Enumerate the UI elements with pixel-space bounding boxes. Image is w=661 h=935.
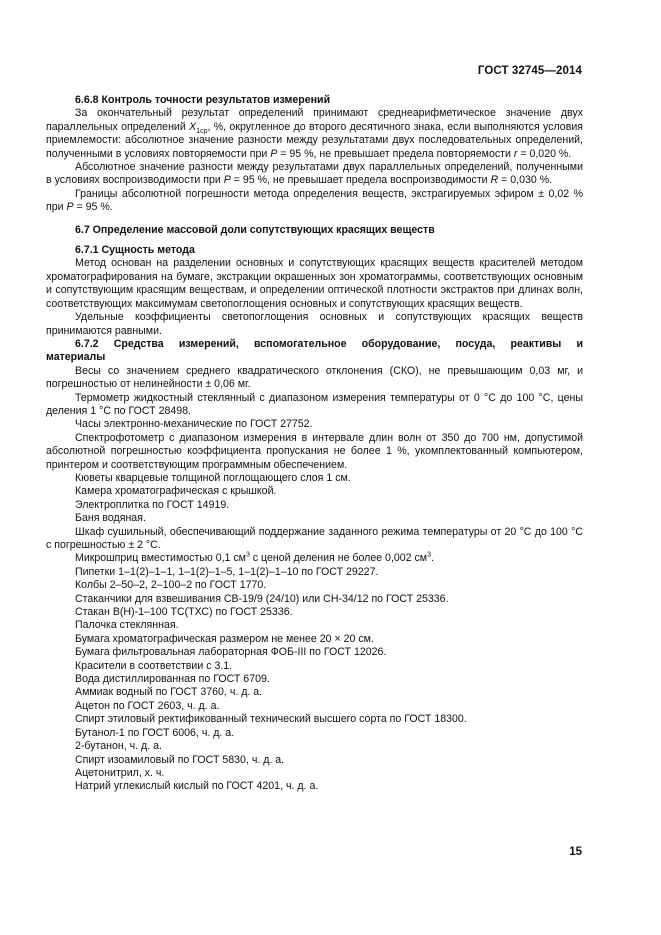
list-item: 2-бутанон, ч. д. а. xyxy=(75,740,162,753)
list-item: Бумага фильтровальная лабораторная ФОБ-III по ГОСТ 12026. xyxy=(75,646,387,659)
list-item: Вода дистиллированная по ГОСТ 6709. xyxy=(75,673,270,686)
paragraph: Метод основан на разделении основных и сопутствующих красящих веществ красителей методом хроматографирования на бумаге, экстракции окрашенных зон хроматограммы, соответствующих основным и сопутствующим красящим веществам, и определении оптической плотности экстрактов при длинах волн, соответствующих максимумам светопоглощения основных и сопутствующих красящих веществ. xyxy=(46,257,583,310)
list-item: Колбы 2–50–2, 2–100–2 по ГОСТ 1770. xyxy=(75,579,267,592)
list-item: Спирт этиловый ректификованный технический высшего сорта по ГОСТ 18300. xyxy=(75,713,467,726)
list-item: Аммиак водный по ГОСТ 3760, ч. д. а. xyxy=(75,686,263,699)
paragraph: Весы со значением среднего квадратического отклонения (СКО), не превышающим 0,03 мг, и погрешностью от нелинейности ± 0,06 мг. xyxy=(46,364,583,391)
section-6-7-2-title-cont: материалы xyxy=(46,351,106,364)
list-item: Ацетонитрил, х. ч. xyxy=(75,766,165,779)
section-6-7-2-title: 6.7.2 Средства измерений, вспомогательное оборудование, посуда, реактивы и xyxy=(75,337,583,350)
list-item: Натрий углекислый кислый по ГОСТ 4201, ч. д. а. xyxy=(75,780,319,793)
list-item: Палочка стеклянная. xyxy=(75,619,179,632)
page-content xyxy=(46,94,583,794)
paragraph: Абсолютное значение разности между результатами двух параллельных определений, полученными в условиях воспроизводимости при P = 95 %, не превышает предела воспроизводимости R = 0,030 %. xyxy=(46,161,583,187)
paragraph: Удельные коэффициенты светопоглощения основных и сопутствующих красящих веществ принимаются равными. xyxy=(46,311,583,337)
section-6-7-title: 6.7 Определение массовой доли сопутствующих красящих веществ xyxy=(75,223,435,236)
list-item: Стакан В(Н)-1–100 ТС(ТХС) по ГОСТ 25336. xyxy=(75,606,293,619)
paragraph: За окончательный результат определений принимают среднеарифметическое значение двух параллельных определений $X_{1ср}$, %, округленное до второго десятичного знака, если выполняются условия приемлемости: абсолютное значение разности между результатами двух последовательных определений, полученными в условиях повторяемости при P = 95 %, не превышает предела повторяемости r = 0,020 %. xyxy=(46,107,583,160)
document-code-header: ГОСТ 32745—2014 xyxy=(477,65,582,77)
section-6-6-8-title: 6.6.8 Контроль точности результатов измерений xyxy=(75,94,331,106)
list-item: Бутанол-1 по ГОСТ 6006, ч. д. а. xyxy=(75,726,235,739)
section-6-7-1-title: 6.7.1 Сущность метода xyxy=(75,244,195,257)
paragraph: Границы абсолютной погрешности метода определения веществ, экстрагируемых эфиром ± 0,02 % при P = 95 %. xyxy=(46,187,583,214)
list-item: Бумага хроматографическая размером не менее 20 × 20 см. xyxy=(75,632,374,645)
list-item: Спирт изоамиловый по ГОСТ 5830, ч. д. а. xyxy=(75,753,285,766)
paragraph: Спектрофотометр с диапазоном измерения в интервале длин волн от 350 до 700 нм, допустимой абсолютной погрешностью коэффициента пропускания не более 1 %, укомплектованный компьютером, принтером и соответствующим программным обеспечением. xyxy=(46,431,583,471)
list-item: Красители в соответствии с 3.1. xyxy=(75,659,233,672)
list-item: Баня водяная. xyxy=(75,512,146,525)
page-number: 15 xyxy=(569,846,582,858)
list-item: Микрошприц вместимостью 0,1 $см^3$ с ценой деления не более 0,002 $см^3$. xyxy=(75,551,434,565)
paragraph: Шкаф сушильный, обеспечивающий поддержание заданного режима температуры от 20 °C до 100 °C с погрешностью ± 2 °C. xyxy=(46,525,583,551)
list-item: Стаканчики для взвешивания СВ-19/9 (24/10) или СН-34/12 по ГОСТ 25336. xyxy=(75,592,449,605)
list-item: Ацетон по ГОСТ 2603, ч. д. а. xyxy=(75,699,220,712)
list-item: Камера хроматографическая с крышкой. xyxy=(75,485,277,498)
list-item: Часы электронно-механические по ГОСТ 27752. xyxy=(75,418,313,431)
paragraph: Термометр жидкостный стеклянный с диапазоном измерения температуры от 0 °C до 100 °C, цены деления 1 °C по ГОСТ 28498. xyxy=(46,391,583,417)
list-item: Пипетки 1–1(2)–1–1, 1–1(2)–1–5, 1–1(2)–1–10 по ГОСТ 29227. xyxy=(75,565,379,578)
list-item: Электроплитка по ГОСТ 14919. xyxy=(75,498,230,511)
list-item: Кюветы кварцевые толщиной поглощающего слоя 1 см. xyxy=(75,471,351,484)
